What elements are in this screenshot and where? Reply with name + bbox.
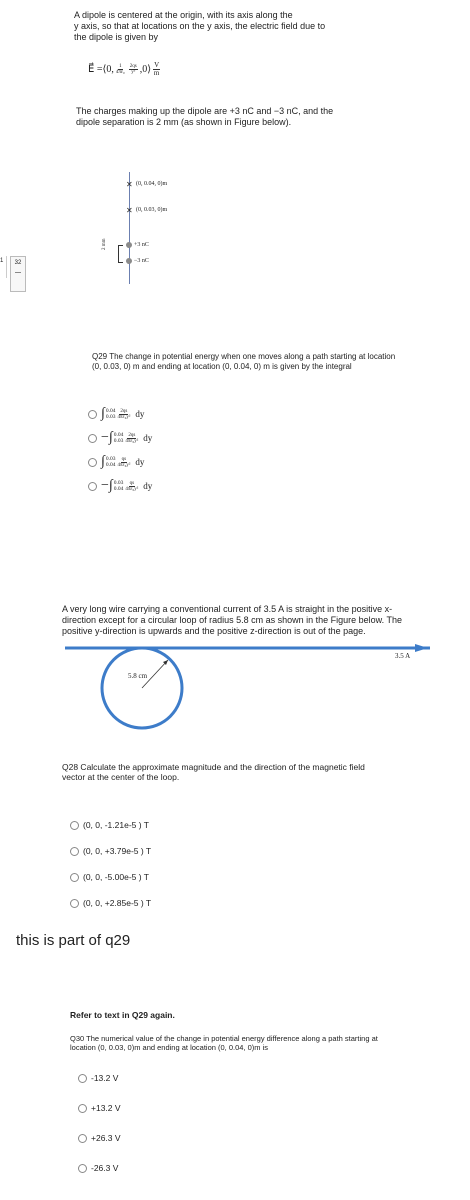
current-arrow-icon bbox=[415, 644, 428, 652]
q28-option-label: (0, 0, +3.79e-5 ) T bbox=[83, 846, 152, 856]
integral-expression: ∫ 0.04 0.03 $\frac{2qs}{\text{4πε₀y²}}$ dy bbox=[101, 406, 145, 421]
integral-sign-icon: ∫ bbox=[108, 478, 113, 493]
radio-icon[interactable] bbox=[88, 482, 97, 491]
field-equation bbox=[88, 62, 162, 77]
wire-line-1: A very long wire carrying a conventional current of 3.5 A is straight in the positive x- bbox=[62, 604, 393, 614]
equation-lhs: E⃗ = bbox=[88, 64, 103, 75]
current-label: 3.5 A bbox=[395, 652, 411, 660]
q30-line-1: Q30 The numerical value of the change in potential energy difference along a path starting at bbox=[70, 1034, 378, 1043]
intro-line-1: A dipole is centered at the origin, with its axis along the bbox=[74, 10, 293, 20]
label-top: (0, 0.04, 0)m bbox=[136, 181, 168, 187]
radio-icon[interactable] bbox=[78, 1134, 87, 1143]
q28-option-label: (0, 0, -1.21e-5 ) T bbox=[83, 820, 149, 830]
charges-line-2: dipole separation is 2 mm (as shown in Figure below). bbox=[76, 117, 292, 127]
q29-options bbox=[88, 402, 288, 498]
equation-close: ,0⟩ bbox=[139, 64, 152, 75]
intro-text bbox=[74, 10, 374, 43]
minus-charge-dot bbox=[126, 258, 132, 264]
plus-charge-label: +3 nC bbox=[134, 242, 149, 248]
separation-label: 2 mm bbox=[102, 238, 107, 250]
q29-line-2: (0, 0.03, 0) m and ending at location (0, 0.04, 0) m is given by the integral bbox=[92, 362, 352, 371]
q30-option-label: -26.3 V bbox=[91, 1163, 119, 1173]
wire-line-2: direction except for a circular loop of radius 5.8 cm as shown in the Figure below. The bbox=[62, 615, 403, 625]
point-marker-top: ✕ bbox=[126, 180, 133, 189]
q29-option-3[interactable] bbox=[88, 450, 288, 474]
intro-line-2: y axis, so that at locations on the y axis, the electric field due to bbox=[74, 21, 326, 31]
integral-expression: − ∫ 0.03 0.04 $\frac{qs}{\text{4πε₀y²}}$ dy bbox=[101, 478, 153, 493]
q29-question bbox=[92, 352, 452, 372]
q28-line-1: Q28 Calculate the approximate magnitude and the direction of the magnetic field bbox=[62, 762, 365, 772]
q28-option-3[interactable] bbox=[70, 864, 270, 890]
wire-text bbox=[62, 604, 462, 637]
integral-expression: ∫ 0.03 0.04 $\frac{qs}{\text{4πε₀y²}}$ dy bbox=[101, 454, 145, 469]
radio-icon[interactable] bbox=[70, 873, 79, 882]
page-number-box bbox=[10, 256, 26, 292]
radio-icon[interactable] bbox=[88, 410, 97, 419]
q29-option-2[interactable] bbox=[88, 426, 288, 450]
equation-open: ⟨0, bbox=[102, 64, 114, 75]
equation-frac-2: $\frac{2qs}{\text{y³}}$ bbox=[129, 64, 137, 75]
q30-options bbox=[78, 1063, 228, 1183]
wire-loop-figure bbox=[60, 640, 440, 730]
q28-option-label: (0, 0, -5.00e-5 ) T bbox=[83, 872, 149, 882]
separation-bracket bbox=[118, 245, 123, 263]
dipole-figure bbox=[100, 170, 300, 290]
q28-option-1[interactable] bbox=[70, 812, 270, 838]
q30-line-2: location (0, 0.03, 0)m and ending at location (0, 0.04, 0)m is bbox=[70, 1043, 269, 1052]
q30-option-3[interactable] bbox=[78, 1123, 228, 1153]
equation-frac-1: $\frac{1}{\text{4πε₀}}$ bbox=[115, 64, 125, 75]
integral-expression: − ∫ 0.04 0.03 $\frac{2qs}{\text{4πε₀y²}}$ dy bbox=[101, 430, 153, 445]
q30-option-label: -13.2 V bbox=[91, 1073, 119, 1083]
radius-label: 5.8 cm bbox=[128, 672, 148, 680]
intro-line-3: the dipole is given by bbox=[74, 32, 159, 42]
minus-charge-label: −3 nC bbox=[134, 258, 149, 264]
equation-unit: $\frac{V}{m}$ bbox=[153, 61, 160, 77]
q30-refer: Refer to text in Q29 again. bbox=[70, 1010, 175, 1020]
q28-options bbox=[70, 812, 270, 916]
q29-option-4[interactable] bbox=[88, 474, 288, 498]
integral-sign-icon: ∫ bbox=[101, 454, 105, 469]
point-marker-mid: ✕ bbox=[126, 206, 133, 215]
wire-line-3: positive y-direction is upwards and the positive z-direction is out of the page. bbox=[62, 626, 366, 636]
q30-option-label: +13.2 V bbox=[91, 1103, 121, 1113]
q30-option-label: +26.3 V bbox=[91, 1133, 121, 1143]
q30-option-2[interactable] bbox=[78, 1093, 228, 1123]
q30-question bbox=[70, 1034, 465, 1052]
charges-line-1: The charges making up the dipole are +3 nC and −3 nC, and the bbox=[76, 106, 334, 116]
q28-option-2[interactable] bbox=[70, 838, 270, 864]
page-number: 32 bbox=[14, 260, 22, 266]
q30-option-4[interactable] bbox=[78, 1153, 228, 1183]
page-number-bar bbox=[15, 272, 21, 273]
q28-option-4[interactable] bbox=[70, 890, 270, 916]
q30-option-1[interactable] bbox=[78, 1063, 228, 1093]
q29-option-1[interactable] bbox=[88, 402, 288, 426]
q29-line-1: Q29 The change in potential energy when one moves along a path starting at location bbox=[92, 352, 396, 361]
q28-line-2: vector at the center of the loop. bbox=[62, 772, 180, 782]
integral-sign-icon: ∫ bbox=[101, 406, 105, 421]
radio-icon[interactable] bbox=[70, 821, 79, 830]
q28-question bbox=[62, 762, 462, 782]
left-edge-strip bbox=[0, 256, 7, 278]
radio-icon[interactable] bbox=[70, 899, 79, 908]
q28-option-label: (0, 0, +2.85e-5 ) T bbox=[83, 898, 152, 908]
charges-text bbox=[76, 106, 396, 128]
radio-icon[interactable] bbox=[78, 1074, 87, 1083]
radio-icon[interactable] bbox=[78, 1164, 87, 1173]
radio-icon[interactable] bbox=[70, 847, 79, 856]
label-mid: (0, 0.03, 0)m bbox=[136, 207, 168, 213]
plus-charge-dot bbox=[126, 242, 132, 248]
edge-marker: 1 bbox=[0, 258, 4, 264]
integral-sign-icon: ∫ bbox=[108, 430, 113, 445]
radio-icon[interactable] bbox=[88, 434, 97, 443]
note-text: this is part of q29 bbox=[16, 932, 131, 949]
radio-icon[interactable] bbox=[78, 1104, 87, 1113]
radio-icon[interactable] bbox=[88, 458, 97, 467]
